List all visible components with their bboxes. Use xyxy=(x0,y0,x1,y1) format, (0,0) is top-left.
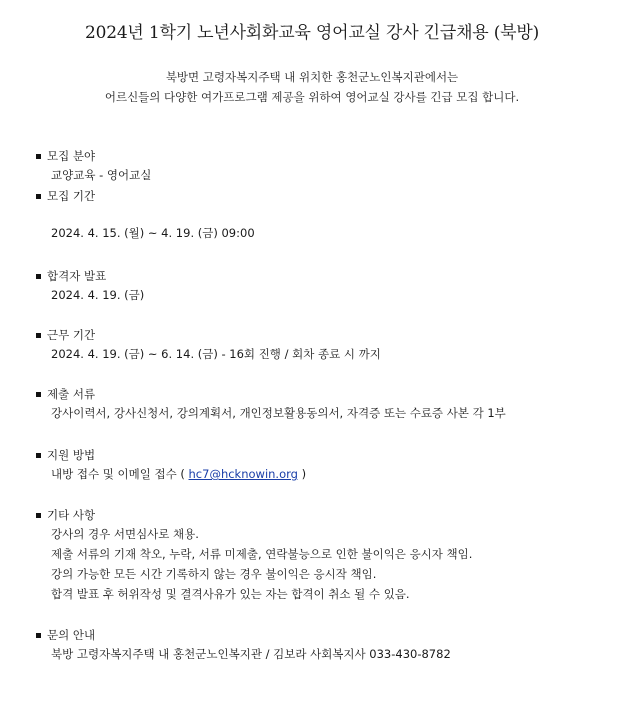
section-announce xyxy=(36,267,144,305)
section-heading: 모집 분야 xyxy=(47,149,96,163)
section-heading: 지원 방법 xyxy=(47,448,96,462)
section-text: 북방 고령자복지주택 내 홍천군노인복지관 / 김보라 사회복지사 033-430-8782 xyxy=(51,647,451,661)
apply-suffix: ) xyxy=(297,467,307,481)
section-work xyxy=(36,326,381,364)
bullet-icon xyxy=(36,154,41,159)
section-heading: 기타 사항 xyxy=(47,508,96,522)
apply-prefix: 내방 접수 및 이메일 접수 ( xyxy=(51,467,189,481)
page-title: 2024년 1학기 노년사회화교육 영어교실 강사 긴급채용 (북방) xyxy=(84,23,540,43)
intro-text xyxy=(0,67,624,107)
bullet-icon xyxy=(36,513,41,518)
bullet-icon xyxy=(36,392,41,397)
section-text: 강사이력서, 강사신청서, 강의계획서, 개인정보활용동의서, 자격증 또는 수료증 사본 각 1부 xyxy=(51,406,506,420)
section-field xyxy=(36,147,151,185)
bullet-icon xyxy=(36,333,41,338)
intro-line-2: 어르신들의 다양한 여가프로그램 제공을 위하여 영어교실 강사를 긴급 모집 합니다. xyxy=(104,90,520,104)
section-contact xyxy=(36,626,451,664)
section-text: 2024. 4. 19. (금) xyxy=(51,288,145,302)
section-text: 2024. 4. 15. (월) ~ 4. 19. (금) 09:00 xyxy=(51,226,255,240)
section-text: 강사의 경우 서면심사로 채용. xyxy=(51,527,199,541)
email-link[interactable]: hc7@hcknowin.org xyxy=(188,467,298,481)
section-period xyxy=(36,187,255,243)
section-text xyxy=(36,464,306,484)
section-etc xyxy=(36,506,472,604)
section-text: 강의 가능한 모든 시간 기록하지 않는 경우 불이익은 응시작 책임. xyxy=(51,567,377,581)
section-text: 교양교육 - 영어교실 xyxy=(51,168,152,182)
bullet-icon xyxy=(36,194,41,199)
section-text: 합격 발표 후 허위작성 및 결격사유가 있는 자는 합격이 취소 될 수 있음. xyxy=(51,587,410,601)
bullet-icon xyxy=(36,633,41,638)
section-heading: 근무 기간 xyxy=(47,328,96,342)
intro-line-1: 북방면 고령자복지주택 내 위치한 홍천군노인복지관에서는 xyxy=(165,70,459,84)
section-heading: 문의 안내 xyxy=(47,628,96,642)
bullet-icon xyxy=(36,274,41,279)
section-heading: 합격자 발표 xyxy=(47,269,107,283)
section-text: 제출 서류의 기재 착오, 누락, 서류 미제출, 연락불능으로 인한 불이익은 응시자 책임. xyxy=(51,547,473,561)
section-text: 2024. 4. 19. (금) ~ 6. 14. (금) - 16회 진행 / 회차 종료 시 까지 xyxy=(51,347,381,361)
section-heading: 모집 기간 xyxy=(47,189,96,203)
bullet-icon xyxy=(36,453,41,458)
section-apply xyxy=(36,446,306,484)
section-heading: 제출 서류 xyxy=(47,387,96,401)
section-docs xyxy=(36,385,506,423)
